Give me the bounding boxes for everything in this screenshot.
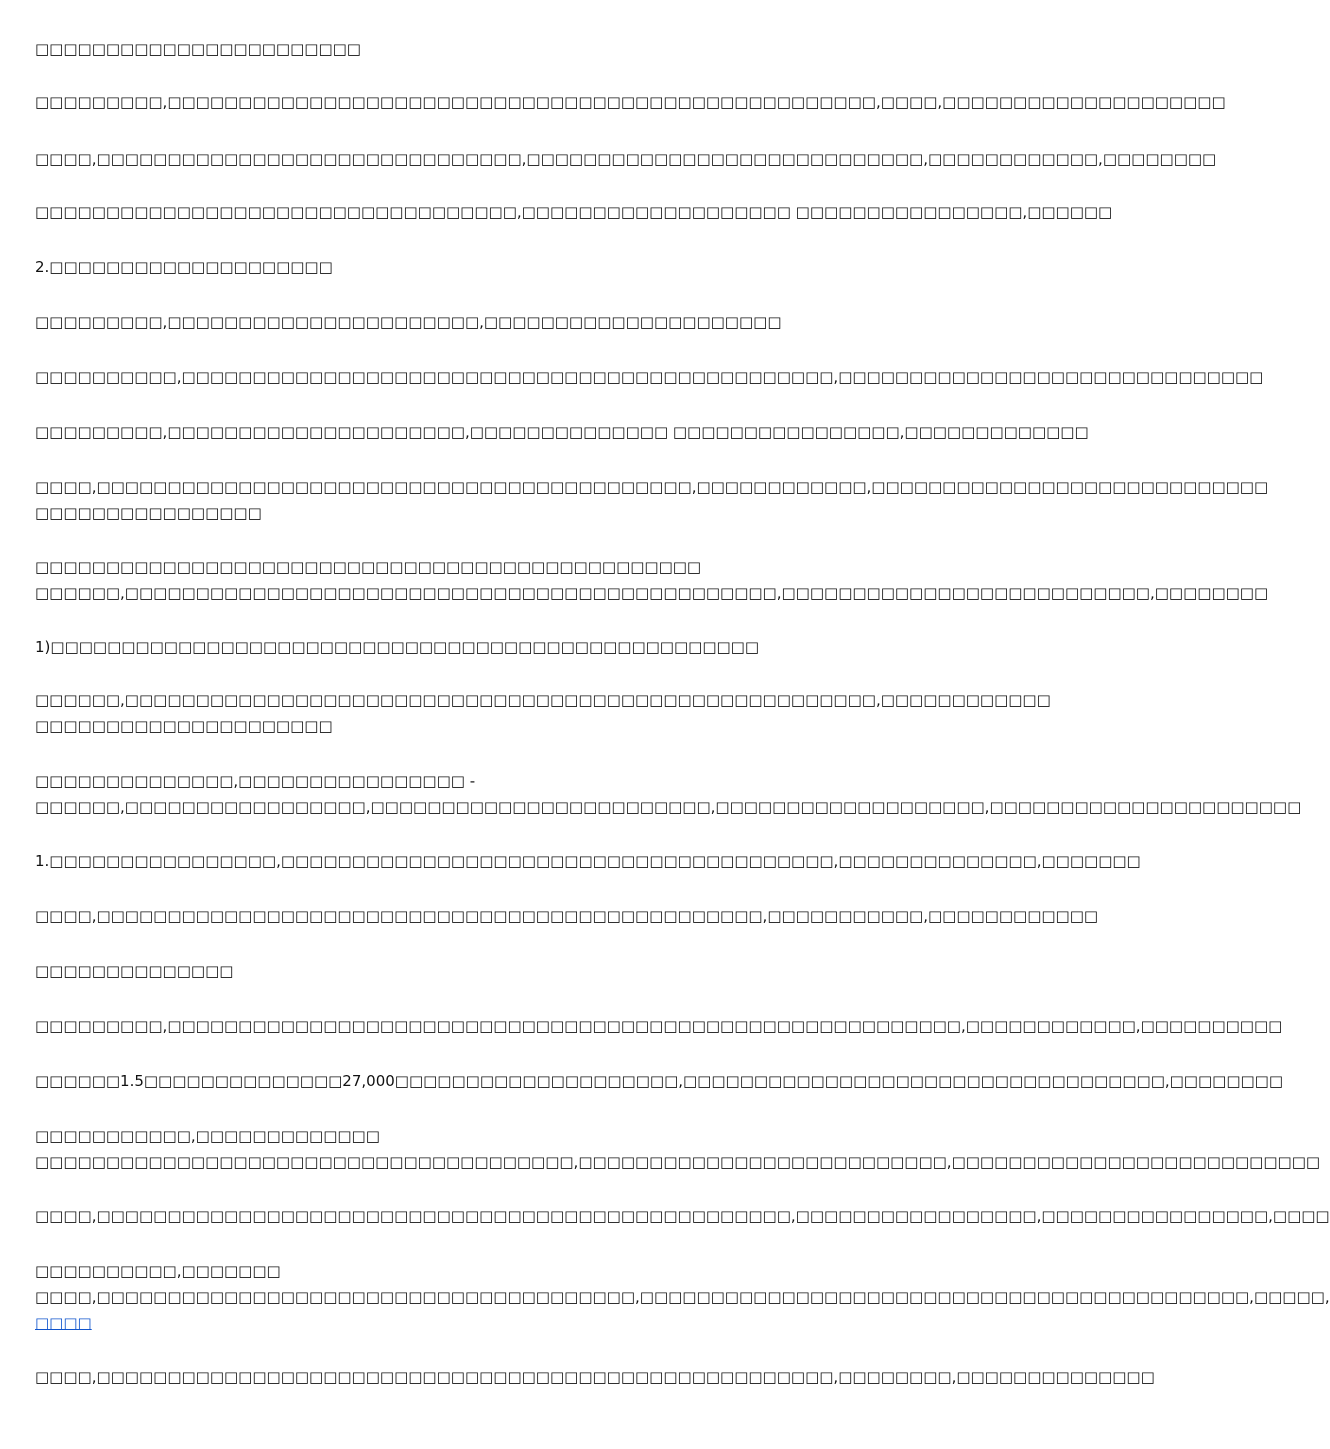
paragraph-1-text: □□□□□□□□□□□□□□□□□□□□□□□ — [35, 40, 361, 58]
paragraph-2 — [35, 89, 1226, 115]
paragraph-1 — [35, 36, 990, 62]
paragraph-10-line-2: □□□□□□,□□□□□□□□□□□□□□□□□□□□□□□□□□□□□□□□□□□□□□□□□□□□□□,□□□□□□□□□□□□□□□□□□□□□□□□□□,□□□□□□□□ — [35, 584, 1269, 602]
paragraph-2-text: □□□□□□□□□,□□□□□□□□□□□□□□□□□□□□□□□□□□□□□□□□□□□□□□□□□□□□□□□□□□,□□□□,□□□□□□□□□□□□□□□□□□□□ — [35, 93, 1226, 111]
more-link[interactable]: □□□□ — [35, 1314, 92, 1332]
paragraph-12 — [35, 687, 1051, 739]
paragraph-13-line-1: □□□□□□□□□□□□□□,□□□□□□□□□□□□□□□□ - — [35, 772, 476, 790]
paragraph-20 — [35, 1203, 1330, 1229]
paragraph-19-line-2: □□□□□□□□□□□□□□□□□□□□□□□□□□□□□□□□□□□□□□,□□□□□□□□□□□□□□□□□□□□□□□□□□,□□□□□□□□□□□□□□□□□□□□□□□□□□ — [35, 1153, 1321, 1171]
paragraph-17 — [35, 1013, 1283, 1039]
paragraph-3-text: □□□□,□□□□□□□□□□□□□□□□□□□□□□□□□□□□□□,□□□□□□□□□□□□□□□□□□□□□□□□□□□□,□□□□□□□□□□□□,□□□□□□□□ — [35, 150, 1217, 168]
paragraph-4 — [35, 199, 1113, 225]
paragraph-8-text: □□□□□□□□□,□□□□□□□□□□□□□□□□□□□□□,□□□□□□□□□□□□□□ □□□□□□□□□□□□□□□□,□□□□□□□□□□□□□ — [35, 423, 1089, 441]
list-item-1-text: 1)□□□□□□□□□□□□□□□□□□□□□□□□□□□□□□□□□□□□□□□□□□□□□□□□□□ — [35, 638, 760, 656]
paragraph-19 — [35, 1123, 1321, 1175]
paragraph-7 — [35, 364, 1264, 390]
paragraph-22 — [35, 1364, 1155, 1390]
paragraph-22-text: □□□□,□□□□□□□□□□□□□□□□□□□□□□□□□□□□□□□□□□□□□□□□□□□□□□□□□□□□,□□□□□□□□,□□□□□□□□□□□□□□ — [35, 1368, 1155, 1386]
list-item-1 — [35, 634, 990, 660]
paragraph-15-text: □□□□,□□□□□□□□□□□□□□□□□□□□□□□□□□□□□□□□□□□□□□□□□□□□□□□,□□□□□□□□□□□,□□□□□□□□□□□□ — [35, 907, 1099, 925]
paragraph-9-line-2: □□□□□□□□□□□□□□□□ — [35, 504, 262, 522]
paragraph-6 — [35, 309, 990, 335]
paragraph-21-line-3 — [35, 1310, 990, 1336]
paragraph-13-line-2: □□□□□□,□□□□□□□□□□□□□□□□□,□□□□□□□□□□□□□□□□□□□□□□□□,□□□□□□□□□□□□□□□□□□□,□□□□□□□□□□□□□□□□□□□□□□ — [35, 798, 1302, 816]
paragraph-16-text: □□□□□□□□□□□□□□ — [35, 962, 234, 980]
paragraph-12-line-2: □□□□□□□□□□□□□□□□□□□□□ — [35, 717, 333, 735]
paragraph-18 — [35, 1068, 1284, 1094]
paragraph-17-text: □□□□□□□□□,□□□□□□□□□□□□□□□□□□□□□□□□□□□□□□□□□□□□□□□□□□□□□□□□□□□□□□□□,□□□□□□□□□□□□,□□□□□□□□□□ — [35, 1017, 1283, 1035]
paragraph-21-line-1: □□□□□□□□□□,□□□□□□□ — [35, 1262, 281, 1280]
paragraph-16 — [35, 958, 990, 984]
paragraph-19-line-1: □□□□□□□□□□□,□□□□□□□□□□□□□ — [35, 1127, 380, 1145]
paragraph-15 — [35, 903, 1099, 929]
numbered-item-1 — [35, 848, 1141, 874]
paragraph-9-line-1: □□□□,□□□□□□□□□□□□□□□□□□□□□□□□□□□□□□□□□□□□□□□□□□,□□□□□□□□□□□□,□□□□□□□□□□□□□□□□□□□□□□□□□□□□ — [35, 478, 1269, 496]
paragraph-3 — [35, 146, 1217, 172]
section-heading-2 — [35, 254, 990, 280]
paragraph-8 — [35, 419, 1089, 445]
section-heading-2-text: 2.□□□□□□□□□□□□□□□□□□□□ — [35, 258, 333, 276]
paragraph-18-text: □□□□□□1.5□□□□□□□□□□□□□□27,000□□□□□□□□□□□□□□□□□□□□,□□□□□□□□□□□□□□□□□□□□□□□□□□□□□□□□□□,□□□□□□□□ — [35, 1072, 1284, 1090]
paragraph-6-text: □□□□□□□□□,□□□□□□□□□□□□□□□□□□□□□□,□□□□□□□□□□□□□□□□□□□□□ — [35, 313, 782, 331]
paragraph-10 — [35, 554, 1269, 606]
paragraph-20-text: □□□□,□□□□□□□□□□□□□□□□□□□□□□□□□□□□□□□□□□□□□□□□□□□□□□□□□,□□□□□□□□□□□□□□□□□,□□□□□□□□□□□□□□□□,□□□□ — [35, 1207, 1330, 1225]
paragraph-12-line-1: □□□□□□,□□□□□□□□□□□□□□□□□□□□□□□□□□□□□□□□□□□□□□□□□□□□□□□□□□□□□,□□□□□□□□□□□□ — [35, 691, 1051, 709]
paragraph-21 — [35, 1258, 1330, 1336]
paragraph-13 — [35, 768, 1302, 820]
paragraph-9 — [35, 474, 1269, 526]
numbered-item-1-text: 1.□□□□□□□□□□□□□□□□,□□□□□□□□□□□□□□□□□□□□□□□□□□□□□□□□□□□□□□□,□□□□□□□□□□□□□□,□□□□□□□ — [35, 852, 1141, 870]
paragraph-4-text: □□□□□□□□□□□□□□□□□□□□□□□□□□□□□□□□□□,□□□□□□□□□□□□□□□□□□□ □□□□□□□□□□□□□□□□,□□□□□□ — [35, 203, 1113, 221]
paragraph-10-line-1: □□□□□□□□□□□□□□□□□□□□□□□□□□□□□□□□□□□□□□□□□□□□□□□ — [35, 558, 702, 576]
paragraph-21-line-2: □□□□,□□□□□□□□□□□□□□□□□□□□□□□□□□□□□□□□□□□□□□,□□□□□□□□□□□□□□□□□□□□□□□□□□□□□□□□□□□□□□□□□□□,□□□□□, — [35, 1288, 1330, 1306]
paragraph-7-text: □□□□□□□□□□,□□□□□□□□□□□□□□□□□□□□□□□□□□□□□□□□□□□□□□□□□□□□□□,□□□□□□□□□□□□□□□□□□□□□□□□□□□□□□ — [35, 368, 1264, 386]
